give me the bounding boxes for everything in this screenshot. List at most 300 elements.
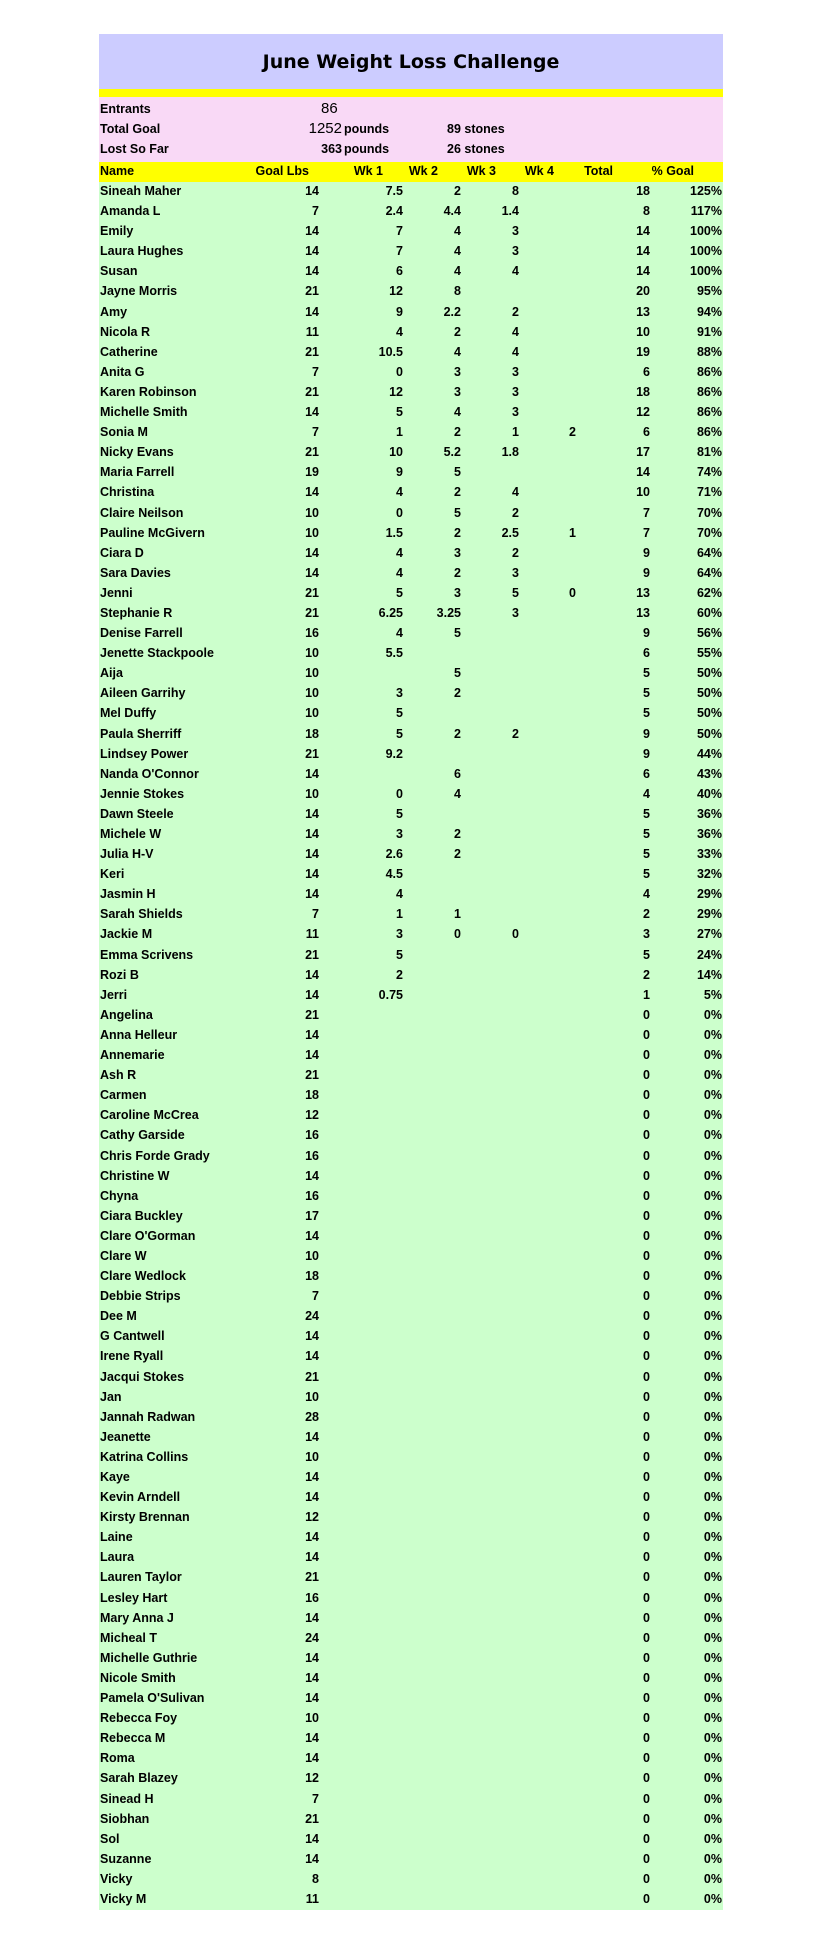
cell-pct-goal: 0%: [703, 1771, 722, 1786]
cell-wk2: 4.4: [443, 204, 461, 219]
cell-wk3: 5: [512, 585, 519, 600]
cell-wk3: 2: [512, 304, 519, 319]
cell-total: 0: [643, 1490, 650, 1505]
cell-wk3: 1: [512, 425, 519, 440]
cell-wk2: 5: [454, 465, 461, 480]
cell-goal-lbs: 11: [305, 927, 319, 942]
cell-pct-goal: 0%: [703, 1409, 722, 1424]
cell-total: 14: [636, 224, 650, 239]
table-row: [99, 805, 723, 825]
cell-goal-lbs: 21: [305, 1369, 319, 1384]
cell-name: Micheal T: [100, 1630, 157, 1645]
cell-name: Annemarie: [100, 1048, 165, 1063]
cell-goal-lbs: 21: [305, 1007, 319, 1022]
cell-goal-lbs: 14: [305, 766, 319, 781]
cell-pct-goal: 27%: [696, 927, 722, 942]
table-row: [99, 1749, 723, 1769]
cell-pct-goal: 100%: [690, 264, 722, 279]
title-divider: [99, 89, 723, 97]
cell-total: 13: [636, 585, 650, 600]
table-row: [99, 242, 723, 262]
cell-wk1: 2.6: [385, 847, 403, 862]
cell-name: Clare W: [100, 1248, 147, 1263]
cell-pct-goal: 0%: [703, 1590, 722, 1605]
cell-total: 9: [643, 626, 650, 641]
cell-wk3: 3: [512, 384, 519, 399]
table-row: [99, 1026, 723, 1046]
cell-goal-lbs: 14: [305, 1610, 319, 1625]
cell-goal-lbs: 8: [312, 1871, 319, 1886]
cell-total: 5: [643, 867, 650, 882]
cell-total: 9: [643, 746, 650, 761]
cell-total: 0: [643, 1550, 650, 1565]
cell-pct-goal: 40%: [696, 786, 722, 801]
cell-total: 0: [643, 1208, 650, 1223]
cell-name: Vicky: [100, 1871, 133, 1886]
cell-wk2: 4: [454, 786, 461, 801]
cell-name: Mel Duffy: [100, 706, 157, 721]
cell-goal-lbs: 17: [305, 1208, 319, 1223]
cell-wk3: 2: [512, 726, 519, 741]
total-goal-unit: pounds: [344, 122, 390, 136]
table-row: [99, 1227, 723, 1247]
cell-wk3: 1.4: [501, 204, 519, 219]
cell-wk1: 6: [396, 264, 403, 279]
cell-total: 4: [643, 786, 650, 801]
cell-wk3: 8: [512, 184, 519, 198]
cell-wk1: 5: [396, 947, 403, 962]
cell-goal-lbs: 14: [305, 565, 319, 580]
cell-pct-goal: 0%: [703, 1811, 722, 1826]
cell-name: Katrina Collins: [100, 1449, 189, 1464]
cell-goal-lbs: 19: [305, 465, 319, 480]
cell-name: Catherine: [100, 344, 158, 359]
cell-name: Caroline McCrea: [100, 1108, 199, 1123]
cell-wk1: 4: [396, 485, 403, 500]
table-row: [99, 544, 723, 564]
cell-goal-lbs: 14: [305, 244, 319, 259]
cell-name: Dawn Steele: [100, 806, 174, 821]
cell-goal-lbs: 14: [305, 806, 319, 821]
total-goal-label: Total Goal: [100, 122, 161, 136]
cell-goal-lbs: 7: [312, 1289, 319, 1304]
cell-total: 0: [643, 1530, 650, 1545]
cell-total: 0: [643, 1068, 650, 1083]
cell-name: Kevin Arndell: [100, 1490, 181, 1505]
cell-total: 0: [643, 1831, 650, 1846]
cell-goal-lbs: 14: [305, 867, 319, 882]
cell-total: 5: [643, 706, 650, 721]
cell-name: Michelle Guthrie: [100, 1650, 198, 1665]
cell-goal-lbs: 14: [305, 1691, 319, 1706]
table-row: [99, 1729, 723, 1749]
cell-goal-lbs: 11: [305, 1891, 319, 1906]
cell-name: G Cantwell: [100, 1329, 165, 1344]
cell-total: 0: [643, 1168, 650, 1183]
lost-so-far-stones: 26 stones: [447, 142, 505, 156]
cell-goal-lbs: 10: [305, 666, 319, 681]
header-goal-lbs: Goal Lbs: [255, 164, 309, 178]
cell-name: Emily: [100, 224, 134, 239]
cell-goal-lbs: 14: [305, 847, 319, 862]
cell-pct-goal: 125%: [690, 184, 722, 198]
cell-name: Ciara D: [100, 545, 144, 560]
cell-name: Lesley Hart: [100, 1590, 168, 1605]
table-row: [99, 1066, 723, 1086]
cell-wk1: 0.75: [378, 987, 403, 1002]
cell-name: Stephanie R: [100, 605, 173, 620]
table-row: [99, 403, 723, 423]
cell-total: 20: [636, 284, 650, 299]
cell-total: 2: [643, 907, 650, 922]
cell-name: Emma Scrivens: [100, 947, 194, 962]
cell-pct-goal: 0%: [703, 1510, 722, 1525]
cell-goal-lbs: 21: [305, 344, 319, 359]
cell-pct-goal: 70%: [696, 505, 722, 520]
cell-total: 0: [643, 1630, 650, 1645]
table-row: [99, 1187, 723, 1207]
cell-pct-goal: 86%: [696, 425, 722, 440]
cell-wk1: 1: [396, 425, 403, 440]
cell-goal-lbs: 14: [305, 1329, 319, 1344]
table-row: [99, 1528, 723, 1548]
table-row: [99, 443, 723, 463]
cell-total: 0: [643, 1891, 650, 1906]
cell-wk1: 4: [396, 324, 403, 339]
cell-total: 0: [643, 1349, 650, 1364]
cell-total: 0: [643, 1088, 650, 1103]
cell-wk1: 3: [396, 686, 403, 701]
cell-pct-goal: 0%: [703, 1449, 722, 1464]
cell-pct-goal: 50%: [696, 686, 722, 701]
table-row: [99, 925, 723, 945]
cell-goal-lbs: 14: [305, 887, 319, 902]
cell-name: Laura: [100, 1550, 135, 1565]
cell-wk1: 0: [396, 364, 403, 379]
cell-goal-lbs: 16: [305, 1148, 319, 1163]
cell-total: 12: [636, 405, 650, 420]
cell-total: 0: [643, 1570, 650, 1585]
table-row: [99, 524, 723, 544]
cell-total: 14: [636, 244, 650, 259]
table-row: [99, 222, 723, 242]
cell-wk1: 9: [396, 465, 403, 480]
table-row: [99, 1769, 723, 1789]
table-row: [99, 1046, 723, 1066]
cell-pct-goal: 0%: [703, 1128, 722, 1143]
cell-total: 0: [643, 1309, 650, 1324]
cell-name: Jenette Stackpoole: [100, 646, 214, 661]
table-row: [99, 1307, 723, 1327]
cell-pct-goal: 0%: [703, 1007, 722, 1022]
table-row: [99, 1850, 723, 1870]
cell-pct-goal: 117%: [690, 204, 722, 219]
cell-pct-goal: 62%: [696, 585, 722, 600]
cell-pct-goal: 0%: [703, 1610, 722, 1625]
cell-total: 13: [636, 304, 650, 319]
cell-goal-lbs: 14: [305, 1751, 319, 1766]
header-total: Total: [584, 164, 613, 178]
table-row: [99, 684, 723, 704]
cell-pct-goal: 0%: [703, 1711, 722, 1726]
cell-name: Nanda O'Connor: [100, 766, 199, 781]
table-row: [99, 1247, 723, 1267]
cell-name: Jenni: [100, 585, 133, 600]
cell-wk2: 2: [454, 525, 461, 540]
cell-name: Jasmin H: [100, 887, 156, 902]
cell-pct-goal: 0%: [703, 1871, 722, 1886]
table-row: [99, 1468, 723, 1488]
cell-goal-lbs: 21: [305, 947, 319, 962]
cell-goal-lbs: 14: [305, 987, 319, 1002]
cell-wk1: 5: [396, 585, 403, 600]
cell-total: 9: [643, 726, 650, 741]
page-title: June Weight Loss Challenge: [262, 50, 560, 73]
cell-total: 0: [643, 1871, 650, 1886]
table-row: [99, 1508, 723, 1528]
cell-wk1: 5: [396, 806, 403, 821]
cell-goal-lbs: 7: [312, 425, 319, 440]
entrants-value: 86: [321, 100, 338, 117]
table-row: [99, 262, 723, 282]
cell-goal-lbs: 14: [305, 1650, 319, 1665]
cell-total: 5: [643, 847, 650, 862]
table-row: [99, 1086, 723, 1106]
cell-name: Karen Robinson: [100, 384, 197, 399]
cell-name: Sol: [100, 1831, 120, 1846]
cell-wk4: 0: [569, 585, 576, 600]
table-row: [99, 1388, 723, 1408]
cell-name: Chyna: [100, 1188, 139, 1203]
cell-goal-lbs: 21: [305, 445, 319, 460]
cell-pct-goal: 0%: [703, 1068, 722, 1083]
cell-goal-lbs: 28: [305, 1409, 319, 1424]
cell-wk3: 3: [512, 565, 519, 580]
cell-goal-lbs: 21: [305, 1068, 319, 1083]
cell-pct-goal: 36%: [696, 827, 722, 841]
cell-total: 5: [643, 806, 650, 821]
cell-name: Mary Anna J: [100, 1610, 174, 1625]
cell-total: 0: [643, 1429, 650, 1444]
cell-pct-goal: 0%: [703, 1048, 722, 1063]
table-row: [99, 624, 723, 644]
cell-name: Jannah Radwan: [100, 1409, 196, 1424]
table-row: [99, 1870, 723, 1890]
cell-total: 6: [643, 766, 650, 781]
cell-goal-lbs: 7: [312, 1791, 319, 1806]
cell-wk3: 0: [512, 927, 519, 942]
cell-wk2: 4: [454, 224, 461, 239]
cell-name: Sineah Maher: [100, 184, 182, 198]
cell-pct-goal: 0%: [703, 1228, 722, 1243]
cell-wk2: 4: [454, 344, 461, 359]
cell-goal-lbs: 10: [305, 505, 319, 520]
cell-wk1: 0: [396, 505, 403, 520]
cell-goal-lbs: 14: [305, 485, 319, 500]
cell-name: Sonia M: [100, 425, 148, 440]
cell-wk1: 4: [396, 565, 403, 580]
cell-wk2: 2: [454, 184, 461, 198]
cell-name: Suzanne: [100, 1851, 152, 1866]
cell-pct-goal: 60%: [696, 605, 722, 620]
cell-pct-goal: 0%: [703, 1108, 722, 1123]
cell-pct-goal: 0%: [703, 1650, 722, 1665]
total-goal-stones: 89 stones: [447, 122, 505, 136]
cell-pct-goal: 0%: [703, 1269, 722, 1284]
cell-pct-goal: 56%: [696, 626, 722, 641]
cell-name: Sarah Blazey: [100, 1771, 178, 1786]
cell-total: 6: [643, 646, 650, 661]
cell-name: Kirsty Brennan: [100, 1510, 190, 1525]
cell-name: Jeanette: [100, 1429, 151, 1444]
cell-goal-lbs: 14: [305, 1731, 319, 1746]
table-row: [99, 1126, 723, 1146]
cell-name: Lindsey Power: [100, 746, 189, 761]
cell-total: 6: [643, 425, 650, 440]
cell-total: 0: [643, 1449, 650, 1464]
cell-pct-goal: 64%: [696, 565, 722, 580]
cell-total: 0: [643, 1691, 650, 1706]
table-row: [99, 664, 723, 684]
cell-goal-lbs: 14: [305, 1168, 319, 1183]
cell-goal-lbs: 11: [305, 324, 319, 339]
cell-total: 14: [636, 465, 650, 480]
cell-goal-lbs: 24: [305, 1309, 319, 1324]
cell-name: Sinead H: [100, 1791, 154, 1806]
cell-total: 17: [636, 445, 650, 460]
table-row: [99, 1629, 723, 1649]
cell-wk3: 1.8: [501, 445, 519, 460]
cell-total: 0: [643, 1590, 650, 1605]
table-row: [99, 1709, 723, 1729]
cell-goal-lbs: 14: [305, 304, 319, 319]
cell-name: Angelina: [100, 1007, 153, 1022]
cell-name: Nicola R: [100, 324, 151, 339]
table-row: [99, 865, 723, 885]
cell-wk2: 5: [454, 505, 461, 520]
cell-goal-lbs: 12: [305, 1771, 319, 1786]
table-row: [99, 1488, 723, 1508]
cell-total: 0: [643, 1128, 650, 1143]
cell-total: 19: [636, 344, 650, 359]
cell-name: Amanda L: [100, 204, 161, 219]
cell-pct-goal: 0%: [703, 1148, 722, 1163]
table-row: [99, 1368, 723, 1388]
cell-total: 0: [643, 1670, 650, 1685]
cell-name: Laura Hughes: [100, 244, 184, 259]
cell-name: Julia H-V: [100, 847, 154, 862]
cell-name: Siobhan: [100, 1811, 150, 1826]
cell-total: 9: [643, 545, 650, 560]
table-row: [99, 1207, 723, 1227]
cell-total: 18: [636, 184, 650, 198]
cell-goal-lbs: 14: [305, 1429, 319, 1444]
cell-wk2: 4: [454, 264, 461, 279]
table-row: [99, 1890, 723, 1910]
cell-total: 9: [643, 565, 650, 580]
cell-pct-goal: 81%: [696, 445, 722, 460]
cell-name: Kaye: [100, 1470, 130, 1484]
cell-total: 1: [643, 987, 650, 1002]
cell-total: 13: [636, 605, 650, 620]
cell-pct-goal: 71%: [696, 485, 722, 500]
cell-wk2: 3: [454, 545, 461, 560]
cell-pct-goal: 44%: [696, 746, 722, 761]
cell-name: Sarah Shields: [100, 907, 183, 922]
cell-total: 0: [643, 1369, 650, 1384]
cell-goal-lbs: 14: [305, 1550, 319, 1565]
cell-wk1: 1: [396, 907, 403, 922]
cell-name: Nicole Smith: [100, 1670, 176, 1685]
cell-name: Jennie Stokes: [100, 786, 185, 801]
table-row: [99, 644, 723, 664]
cell-wk1: 9.2: [385, 746, 403, 761]
cell-wk1: 3: [396, 827, 403, 841]
table-row: [99, 1287, 723, 1307]
table-row: [99, 1428, 723, 1448]
cell-name: Cathy Garside: [100, 1128, 185, 1143]
cell-pct-goal: 0%: [703, 1530, 722, 1545]
cell-name: Jackie M: [100, 927, 153, 942]
cell-name: Aileen Garrihy: [100, 686, 186, 701]
cell-wk1: 5: [396, 706, 403, 721]
cell-total: 0: [643, 1751, 650, 1766]
table-row: [99, 825, 723, 845]
table-row: [99, 845, 723, 865]
cell-goal-lbs: 10: [305, 786, 319, 801]
table-row: [99, 584, 723, 604]
cell-name: Pamela O'Sulivan: [100, 1691, 205, 1706]
cell-pct-goal: 24%: [696, 947, 722, 962]
cell-total: 5: [643, 827, 650, 841]
cell-wk1: 0: [396, 786, 403, 801]
cell-goal-lbs: 18: [305, 1269, 319, 1284]
cell-pct-goal: 0%: [703, 1831, 722, 1846]
cell-total: 8: [643, 204, 650, 219]
cell-pct-goal: 0%: [703, 1570, 722, 1585]
cell-wk2: 2: [454, 726, 461, 741]
cell-wk2: 2: [454, 827, 461, 841]
entrants-label: Entrants: [100, 102, 151, 116]
header-wk3: Wk 3: [466, 164, 496, 178]
cell-goal-lbs: 14: [305, 264, 319, 279]
cell-name: Pauline McGivern: [100, 525, 205, 540]
cell-name: Rozi B: [100, 967, 139, 982]
cell-name: Clare O'Gorman: [100, 1228, 196, 1243]
cell-wk3: 2.5: [501, 525, 519, 540]
cell-name: Ash R: [100, 1068, 137, 1083]
table-row: [99, 1669, 723, 1689]
cell-goal-lbs: 14: [305, 224, 319, 239]
table-row: [99, 182, 723, 202]
cell-goal-lbs: 18: [305, 1088, 319, 1103]
cell-total: 0: [643, 1389, 650, 1404]
cell-pct-goal: 0%: [703, 1309, 722, 1324]
cell-wk1: 7.5: [385, 184, 403, 198]
cell-pct-goal: 0%: [703, 1429, 722, 1444]
cell-total: 0: [643, 1108, 650, 1123]
cell-name: Michele W: [100, 827, 162, 841]
table-row: [99, 564, 723, 584]
cell-name: Christine W: [100, 1168, 170, 1183]
cell-wk3: 2: [512, 545, 519, 560]
cell-pct-goal: 50%: [696, 726, 722, 741]
cell-name: Jayne Morris: [100, 284, 178, 299]
cell-goal-lbs: 21: [305, 384, 319, 399]
table-row: [99, 282, 723, 302]
cell-wk3: 3: [512, 244, 519, 259]
cell-wk1: 6.25: [378, 605, 403, 620]
